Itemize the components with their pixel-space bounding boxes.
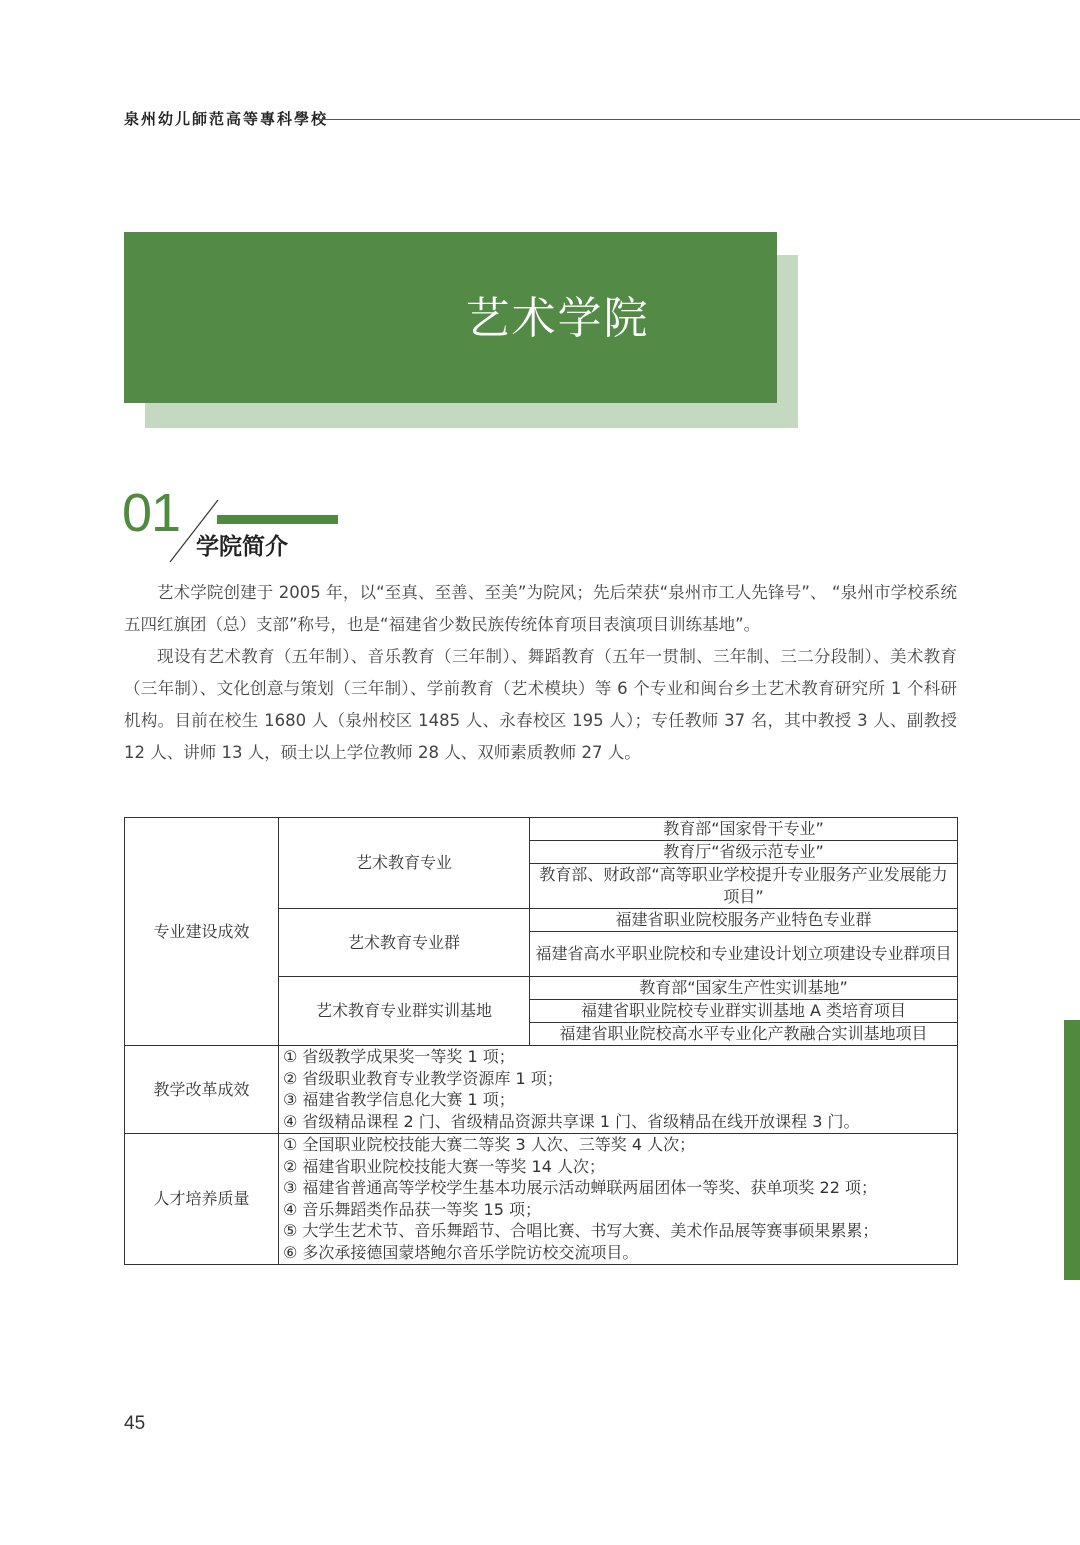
category-cell: 人才培养质量 [125,1134,279,1265]
group-cell: 艺术教育专业群 [279,909,530,977]
item-cell: 教育厅“省级示范专业” [530,841,958,864]
side-tab-marker [1064,1020,1080,1280]
list-item: ③ 福建省教学信息化大赛 1 项； [283,1090,515,1109]
item-cell: 教育部“国家生产性实训基地” [530,977,958,1000]
list-item: ⑥ 多次承接德国蒙塔鲍尔音乐学院访校交流项目。 [283,1242,639,1262]
intro-paragraph-2: 现设有艺术教育（五年制）、音乐教育（三年制）、舞蹈教育（五年一贯制、三年制、三二分段制）、美术教育（三年制）、文化创意与策划（三年制）、学前教育（艺术模块）等 6 个专业和闽台乡土艺术教育研究所 1 个科研机构。目前在校生 1680 人（泉州校区 1485 人、永春校区 195 人）；专任教师 37 名，其中教授 3 人、副教授 12 人、讲师 13 人，硕士以上学位教师 28 人、双师素质教师 27 人。 [124,647,957,762]
list-item: ⑤ 大学生艺术节、音乐舞蹈节、合唱比赛、书写大赛、美术作品展等赛事硕果累累； [283,1221,879,1240]
list-item: ① 省级教学成果奖一等奖 1 项； [283,1047,515,1066]
category-cell: 教学改革成效 [125,1046,279,1134]
school-name: 泉州幼儿師范高等專科學校 [124,110,329,128]
section-accent-bar [217,515,338,524]
item-cell: 福建省职业院校服务产业特色专业群 [530,909,958,932]
list-item: ④ 音乐舞蹈类作品获一等奖 15 项； [283,1199,541,1219]
section-title: 学院简介 [196,534,288,560]
item-cell: 福建省职业院校高水平专业化产教融合实训基地项目 [530,1023,958,1046]
list-item: ① 全国职业院校技能大赛二等奖 3 人次、三等奖 4 人次； [283,1135,696,1154]
page-header [124,108,1080,132]
intro-paragraph-1: 艺术学院创建于 2005 年，以“至真、至善、至美”为院风；先后荣获“泉州市工人先锋号”、 “泉州市学校系统五四红旗团（总）支部”称号，也是“福建省少数民族传统体育项目表演项目训练基地”。 [124,583,957,634]
page-number: 45 [124,1413,146,1434]
list-item: ② 福建省职业院校技能大赛一等奖 14 人次； [283,1156,605,1176]
group-cell: 艺术教育专业群实训基地 [279,977,530,1046]
item-cell: 教育部、财政部“高等职业学校提升专业服务产业发展能力项目” [530,864,958,909]
category-cell: 专业建设成效 [125,818,279,1046]
item-cell: 福建省高水平职业院校和专业建设计划立项建设专业群项目 [530,932,958,977]
list-item: ③ 福建省普通高等学校学生基本功展示活动蝉联两届团体一等奖、获单项奖 22 项； [283,1178,877,1197]
header-rule [316,119,1080,120]
group-cell: 艺术教育专业 [279,818,530,909]
reform-list-cell [279,1046,958,1134]
section-number: 01 [122,483,181,543]
title-banner [124,232,777,403]
page-title: 艺术学院 [465,293,650,344]
item-cell: 教育部“国家骨干专业” [530,818,958,841]
item-cell: 福建省职业院校专业群实训基地 A 类培育项目 [530,1000,958,1023]
talent-list-cell [279,1134,958,1265]
list-item: ④ 省级精品课程 2 门、省级精品资源共享课 1 门、省级精品在线开放课程 3 门。 [283,1111,860,1131]
achievements-table [124,817,958,1265]
list-item: ② 省级职业教育专业教学资源库 1 项； [283,1068,563,1088]
